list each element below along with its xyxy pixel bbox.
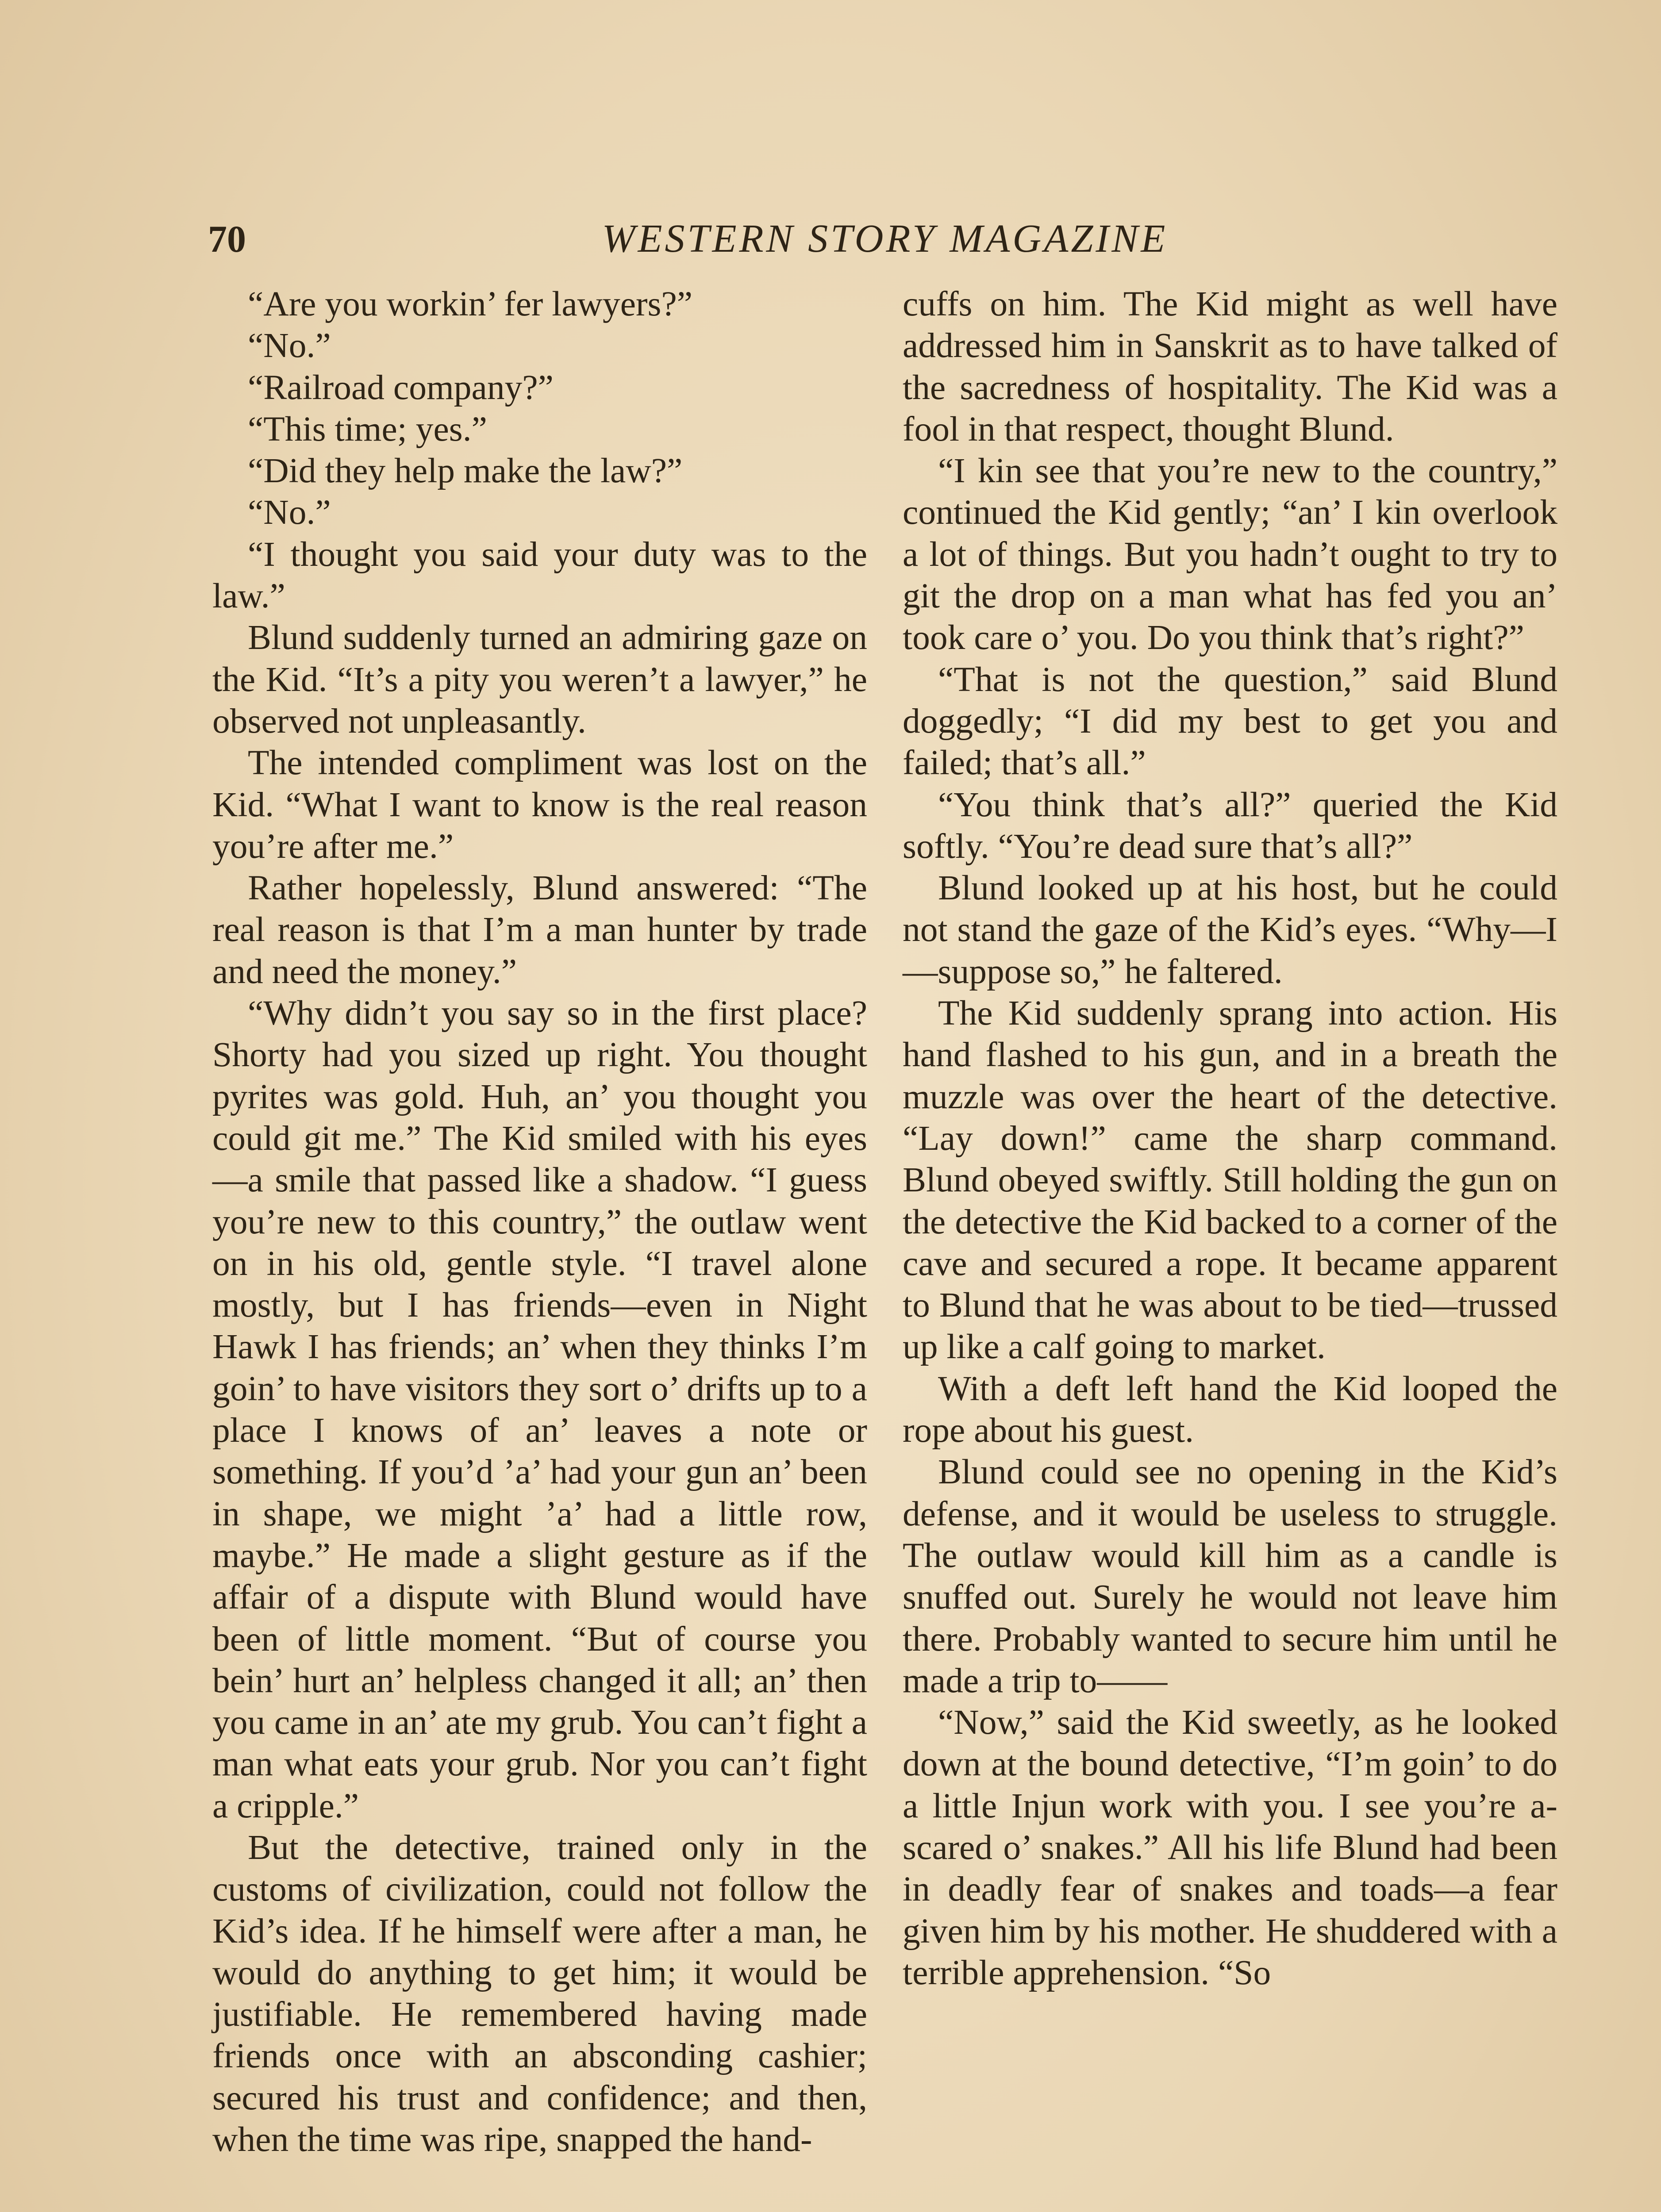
paragraph-continuation: cuffs on him. The Kid might as well have addressed him in Sanskrit as to have talked of the sacredness of hospitality. The Kid was a fool in that respect, thought Blund. — [903, 284, 1557, 449]
paragraph: Rather hopelessly, Blund answered: “The real reason is that I’m a man hunter by trade and need the money.” — [212, 868, 867, 991]
paragraph: The intended compliment was lost on the Kid. “What I want to know is the real reason you’re after me.” — [212, 743, 867, 866]
paragraph: “No.” — [248, 326, 331, 365]
right-column — [903, 283, 1557, 1993]
paragraph: “Railroad company?” — [248, 368, 554, 407]
left-column — [212, 283, 867, 2160]
paragraph: “You think that’s all?” queried the Kid softly. “You’re dead sure that’s all?” — [903, 785, 1557, 866]
paragraph: Blund could see no opening in the Kid’s defense, and it would be useless to struggle. The outlaw would kill him as a candle is snuffed out. Surely he would not leave him there. Probably wanted to secure him until he made a trip to—— — [903, 1452, 1557, 1700]
paragraph: But the detective, trained only in the customs of civilization, could not follow the Kid’s idea. If he himself were after a man, he would do anything to get him; it would be justifiable. He remembered having made friends once with an absconding cashier; secured his trust and confidence; and then, when the time was ripe, snapped the hand- — [212, 1828, 867, 2159]
paragraph: “This time; yes.” — [248, 409, 487, 449]
paragraph: “No.” — [248, 493, 331, 532]
paragraph: “Now,” said the Kid sweetly, as he looked down at the bound detective, “I’m goin’ to do a little Injun work with you. I see you’re a-scared o’ snakes.” All his life Blund had been in deadly fear of snakes and toads—a fear given him by his mother. He shuddered with a terrible apprehension. “So — [903, 1703, 1557, 1992]
paragraph: “Why didn’t you say so in the first place? Shorty had you sized up right. You thought pyrites was gold. Huh, an’ you thought you could git me.” The Kid smiled with his eyes—a smile that passed like a shadow. “I guess you’re new to this country,” the outlaw went on in his old, gentle style. “I travel alone mostly, but I has friends—even in Night Hawk I has friends; an’ when they thinks I’m goin’ to have visitors they sort o’ drifts up to a place I knows of an’ leaves a note or something. If you’d ’a’ had your gun an’ been in shape, we might ’a’ had a little row, maybe.” He made a slight gesture as if the affair of a dispute with Blund would have been of little moment. “But of course you bein’ hurt an’ helpless changed it all; an’ then you came in an’ ate my grub. You can’t fight a man what eats your grub. Nor you can’t fight a cripple.” — [212, 994, 867, 1825]
page-header — [208, 208, 1562, 270]
paragraph: “Did they help make the law?” — [248, 451, 683, 491]
page-number: 70 — [208, 218, 246, 260]
paragraph: “I thought you said your duty was to the law.” — [212, 534, 867, 616]
paragraph: “I kin see that you’re new to the country,” continued the Kid gently; “an’ I kin overlook a lot of things. But you hadn’t ought to try to git the drop on a man what has fed you an’ took care o’ you. Do you think that’s right?” — [903, 451, 1557, 657]
paragraph: With a deft left hand the Kid looped the rope about his guest. — [903, 1369, 1557, 1450]
paragraph: Blund looked up at his host, but he could not stand the gaze of the Kid’s eyes. “Why—I—suppose so,” he faltered. — [903, 868, 1557, 991]
paragraph: “That is not the question,” said Blund doggedly; “I did my best to get you and failed; that’s all.” — [903, 660, 1557, 783]
running-title: WESTERN STORY MAGAZINE — [602, 217, 1168, 261]
paragraph: The Kid suddenly sprang into action. His hand flashed to his gun, and in a breath the muzzle was over the heart of the detective. “Lay down!” came the sharp command. Blund obeyed swiftly. Still holding the gun on the detective the Kid backed to a corner of the cave and secured a rope. It became apparent to Blund that he was about to be tied—trussed up like a calf going to market. — [903, 994, 1557, 1367]
paragraph: “Are you workin’ fer lawyers?” — [248, 284, 693, 323]
paragraph: Blund suddenly turned an admiring gaze on the Kid. “It’s a pity you weren’t a lawyer,” he observed not unpleasantly. — [212, 618, 867, 741]
